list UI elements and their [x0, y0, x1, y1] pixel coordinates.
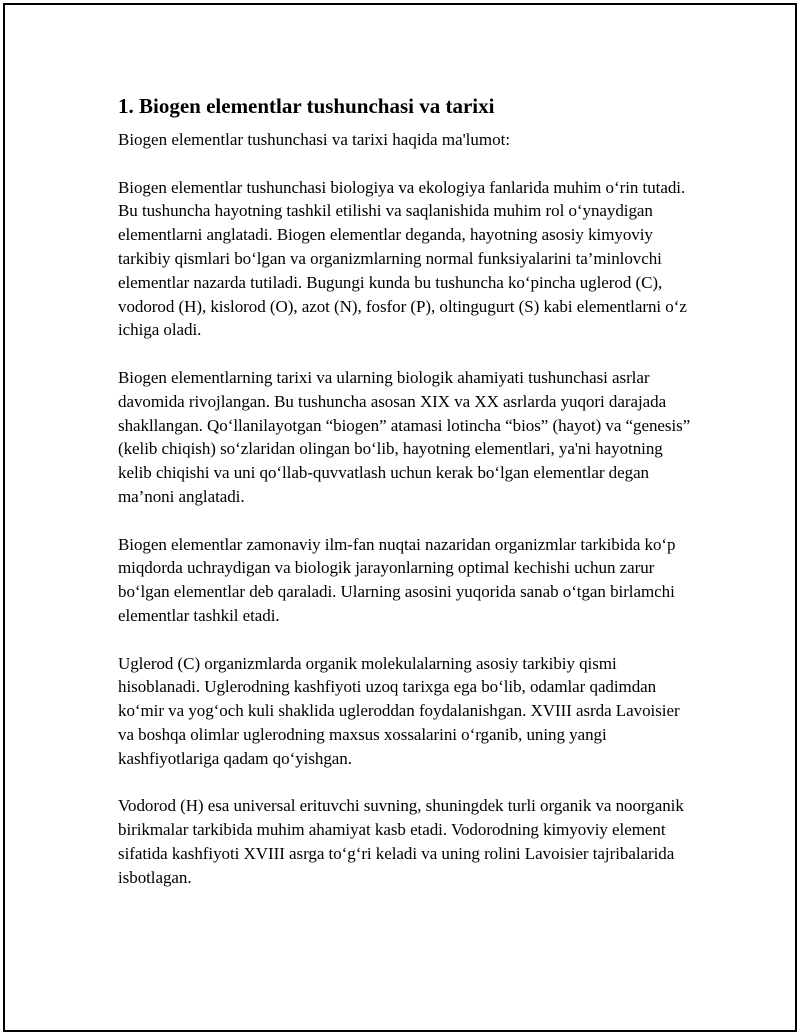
intro-line: Biogen elementlar tushunchasi va tarixi haqida ma'lumot:: [118, 130, 511, 149]
paragraph-history: Biogen elementlarning tarixi va ularning biologik ahamiyati tushunchasi asrlar davomida rivojlangan. Bu tushuncha asosan XIX va XX asrlarda yuqori darajada shakllangan. Qo‘llanilayotgan “biogen” atamasi lotincha “bios” (hayot) va “genesis” (kelib chiqish) so‘zlaridan olingan bo‘lib, hayotning elementlari, ya'ni hayotning kelib chiqishi va uni qo‘llab-quvvatlash uchun kerak bo‘lgan elementlar degan ma’noni anglatadi.: [118, 367, 691, 506]
paragraph-concept: Biogen elementlar tushunchasi biologiya va ekologiya fanlarida muhim o‘rin tutadi. Bu tushuncha hayotning tashkil etilishi va saqlanishida muhim rol o‘ynaydigan elementlarni anglatadi. Biogen elementlar deganda, hayotning asosiy kimyoviy tarkibiy qismlari bo‘lgan va organizmlarning normal funksiyalarini ta’minlovchi elementlar nazarda tutiladi. Bugungi kunda bu tushuncha ko‘pincha uglerod (C), vodorod (H), kislorod (O), azot (N), fosfor (P), oltingugurt (S) kabi elementlarni o‘z ichiga oladi.: [118, 177, 687, 340]
paragraph-modern-view: Biogen elementlar zamonaviy ilm-fan nuqtai nazaridan organizmlar tarkibida ko‘p miqdorda uchraydigan va biologik jarayonlarning optimal kechishi uchun zarur bo‘lgan elementlar deb qaraladi. Ularning asosini yuqorida sanab o‘tgan birlamchi elementlar tashkil etadi.: [118, 534, 676, 625]
paragraph-hydrogen: Vodorod (H) esa universal erituvchi suvning, shuningdek turli organik va noorganik birikmalar tarkibida muhim ahamiyat kasb etadi. Vodorodning kimyoviy element sifatida kashfiyoti XVIII asrga to‘g‘ri keladi va uning rolini Lavoisier tajribalarida isbotlagan.: [118, 796, 684, 887]
document-body: [118, 92, 693, 913]
section-heading: 1. Biogen elementlar tushunchasi va tarixi: [118, 94, 495, 118]
paragraph-carbon: Uglerod (C) organizmlarda organik molekulalarning asosiy tarkibiy qismi hisoblanadi. Uglerodning kashfiyoti uzoq tarixga ega bo‘lib, odamlar qadimdan ko‘mir va yog‘och kuli shaklida ugleroddan foydalanishgan. XVIII asrda Lavoisier va boshqa olimlar uglerodning maxsus xossalarini o‘rganib, uning yangi kashfiyotlariga qadam qo‘yishgan.: [118, 653, 680, 768]
